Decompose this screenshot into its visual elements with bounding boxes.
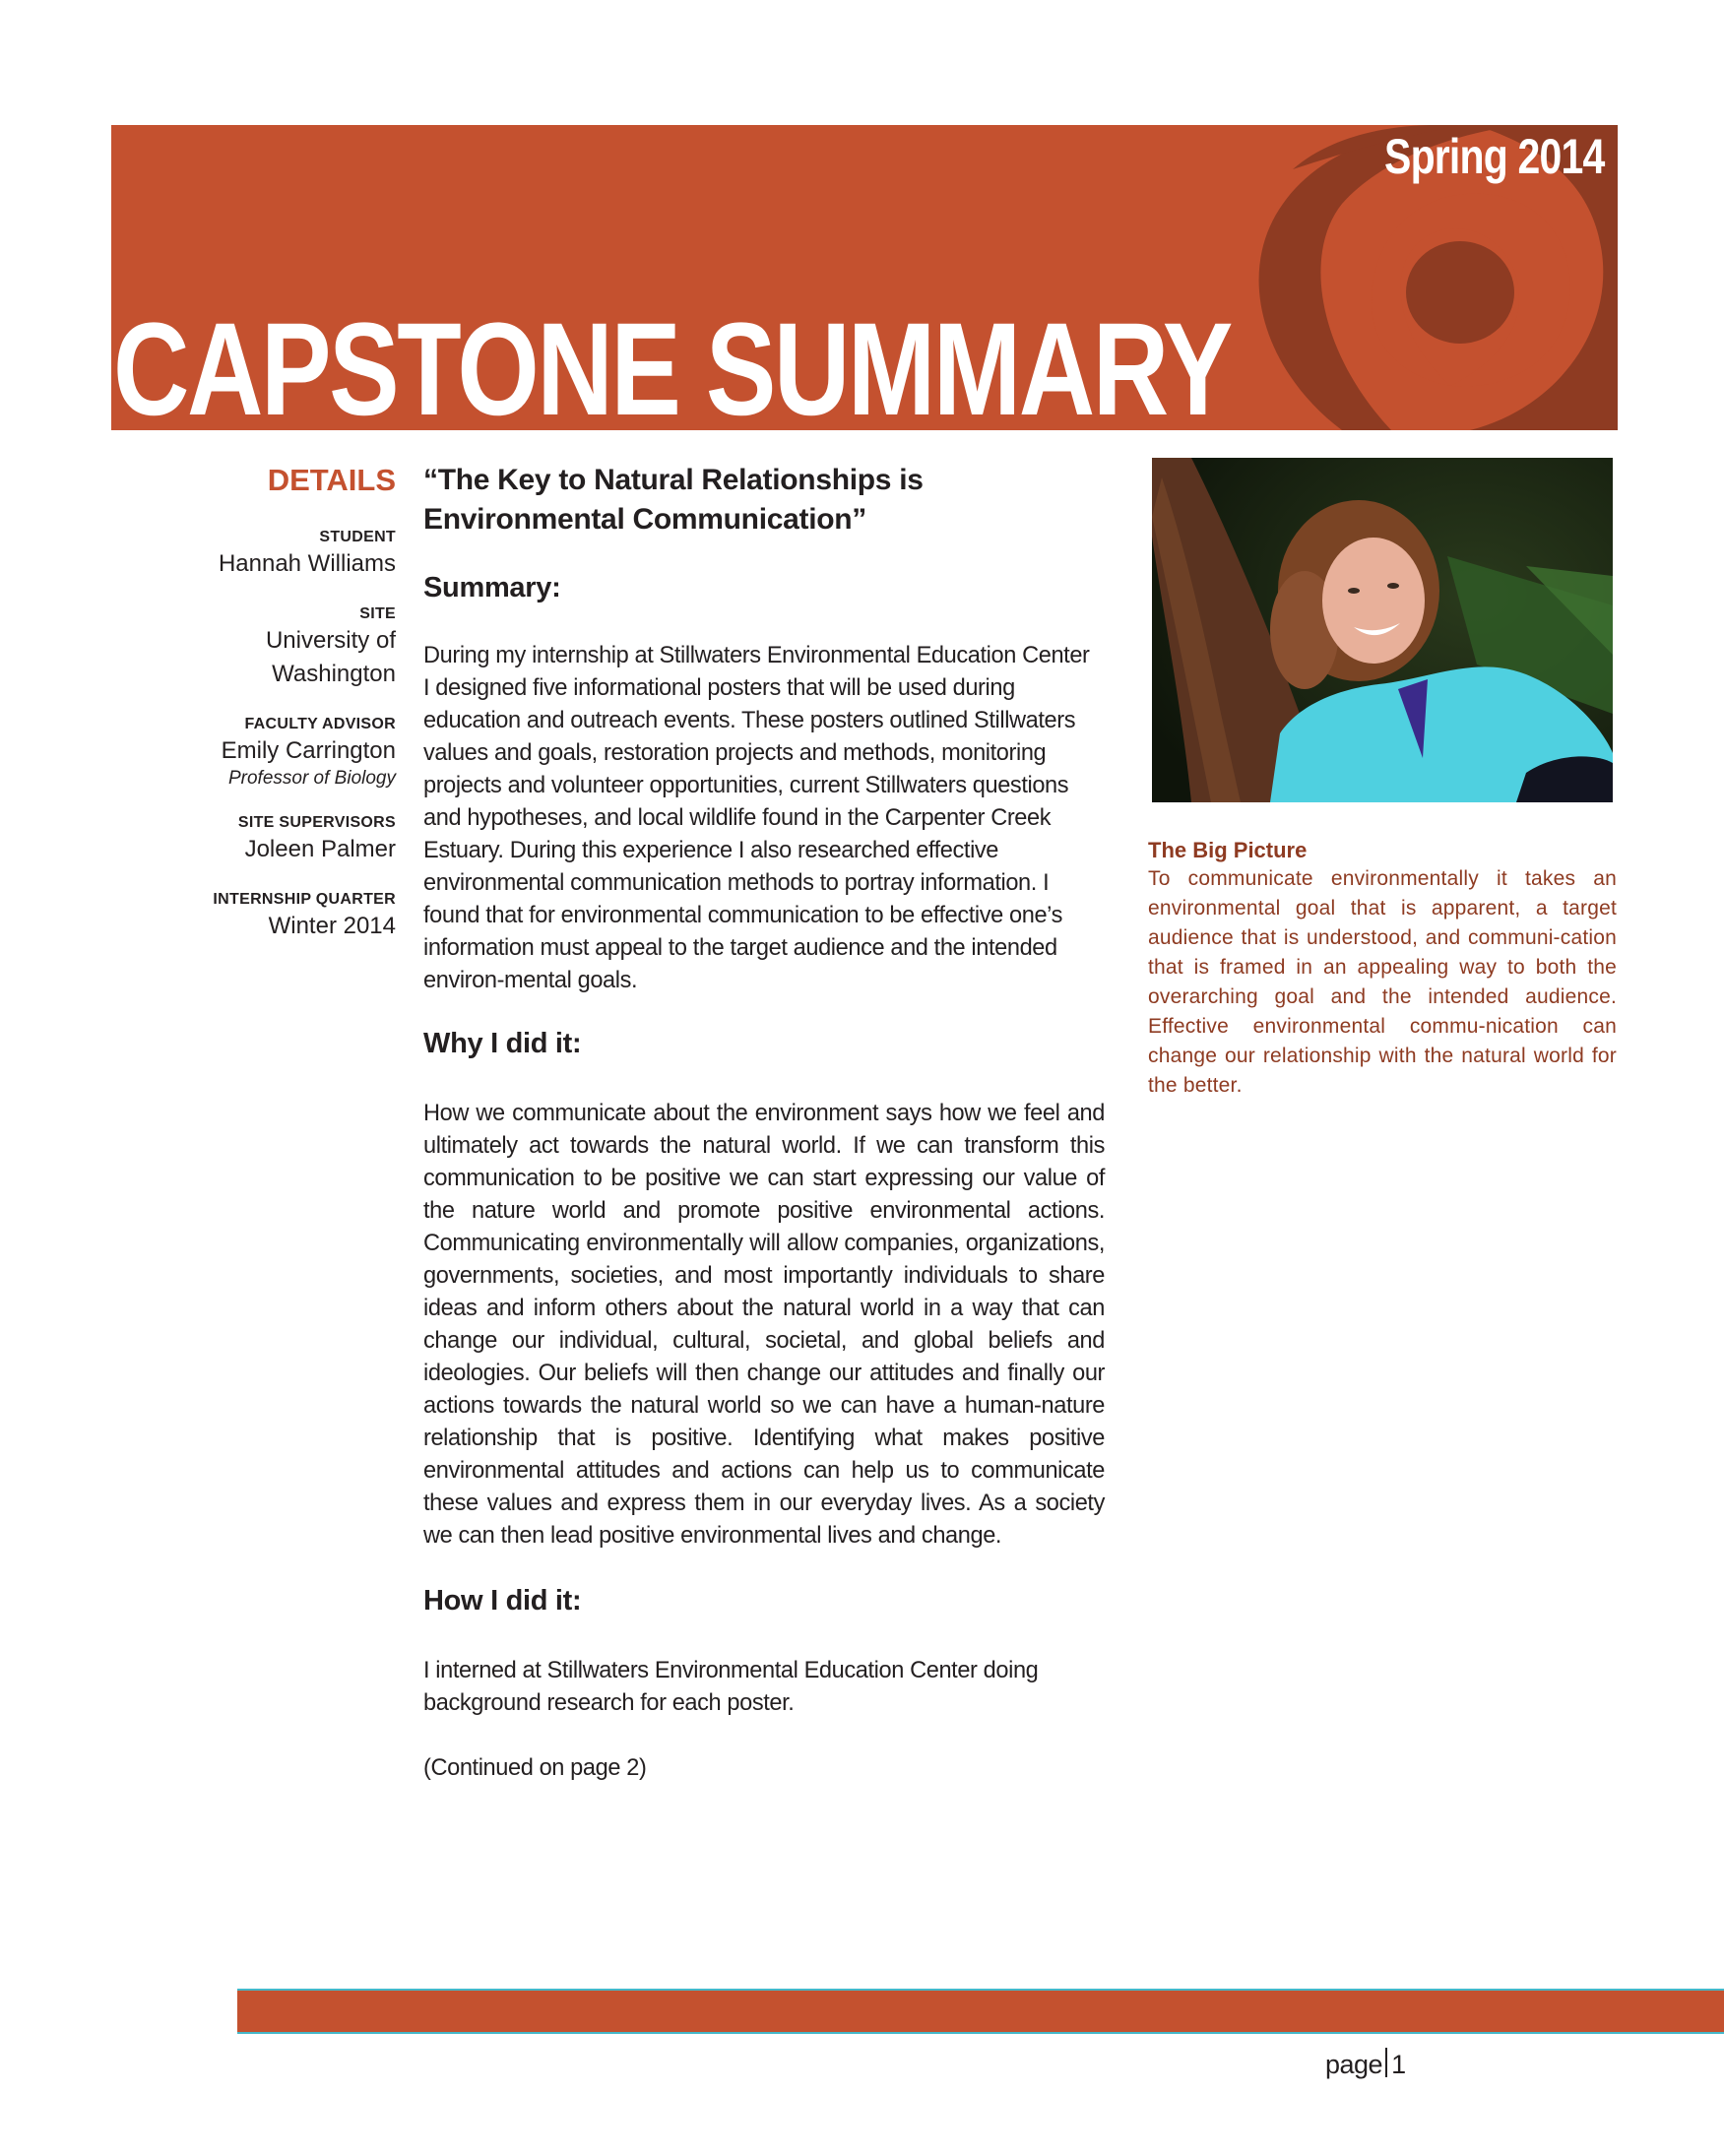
page-title: CAPSTONE SUMMARY [113,296,1231,430]
footer-bar [237,1989,1724,2034]
detail-value: Joleen Palmer [244,836,396,862]
section-body-why: How we communicate about the environment says how we feel and ultimately act towards the natural world. If we can transform this communication to be positive we can start expressing our value of the nature world and promote positive environmental actions. Communicating environmentally will allow companies, organizations, governments, societies, and most importantly individuals to share ideas and inform others about the natural world in a way that can change our individual, cultural, societal, and global beliefs and ideologies. Our beliefs will then change our attitudes and finally our actions towards the natural world so we can have a human-nature relationship that is positive. Identifying what makes positive environmental attitudes and actions can help us to communicate these values and express them in our everyday lives. As a society we can then lead positive environmental lives and change. [423,1101,1105,1549]
detail-faculty-advisor [148,715,396,790]
detail-value: Winter 2014 [268,913,396,939]
details-heading: DETAILS [267,463,396,497]
student-photo-image [1152,458,1613,802]
page-number-value: 1 [1391,2050,1406,2079]
detail-site-supervisors [148,813,396,866]
section-heading-summary: Summary: [423,572,561,603]
detail-site [148,604,396,691]
big-picture-callout [1148,837,1617,1101]
big-picture-heading: The Big Picture [1148,838,1308,862]
detail-label: FACULTY ADVISOR [244,716,396,732]
big-picture-body: To communicate environmentally it takes an environmental goal that is apparent, a target audience that is understood, and communi-cation that is framed in an appealing way to both the overarching goal and the intended audience. Effective environmental commu-nication can change our relationship with the natural world for the better. [1148,867,1617,1097]
detail-subtitle: Professor of Biology [227,768,396,789]
continued-note: (Continued on page 2) [423,1755,647,1781]
detail-student [148,528,396,581]
detail-label: STUDENT [319,529,396,545]
section-body-how: I interned at Stillwaters Environmental Education Center doing background research for each poster. [423,1658,1039,1716]
detail-value: Hannah Williams [218,550,396,577]
section-body-summary: During my internship at Stillwaters Environmental Education Center I designed five informational posters that will be used during education and outreach events. These posters outlined Stillwaters values and goals, restoration projects and methods, monitoring projects and volunteer opportunities, current Stillwaters questions and hypotheses, and local wildlife found in the Carpenter Creek Estuary. During this experience I also researched effective environmental communication methods to portray information. I found that for environmental communication to be effective one’s information must appeal to the target audience and the intended environ-mental goals. [423,643,1090,993]
detail-label: SITE SUPERVISORS [237,814,396,831]
article-title-line-1: “The Key to Natural Relationships is [423,464,924,496]
student-photo [1152,458,1613,802]
section-heading-why: Why I did it: [423,1028,582,1059]
header-banner [111,125,1618,430]
page-number [1325,2048,1406,2081]
article-title-line-2: Environmental Communication” [423,503,866,536]
detail-value: Emily Carrington [221,737,396,764]
page-label: page [1325,2050,1383,2079]
season-label: Spring 2014 [1383,129,1604,184]
details-panel [148,461,396,967]
detail-internship-quarter [148,890,396,943]
detail-value: University of Washington [265,627,396,687]
main-content [423,461,1103,1785]
detail-label: INTERNSHIP QUARTER [213,891,396,908]
page-divider [1385,2048,1387,2077]
detail-label: SITE [359,605,396,622]
section-heading-how: How I did it: [423,1585,582,1617]
